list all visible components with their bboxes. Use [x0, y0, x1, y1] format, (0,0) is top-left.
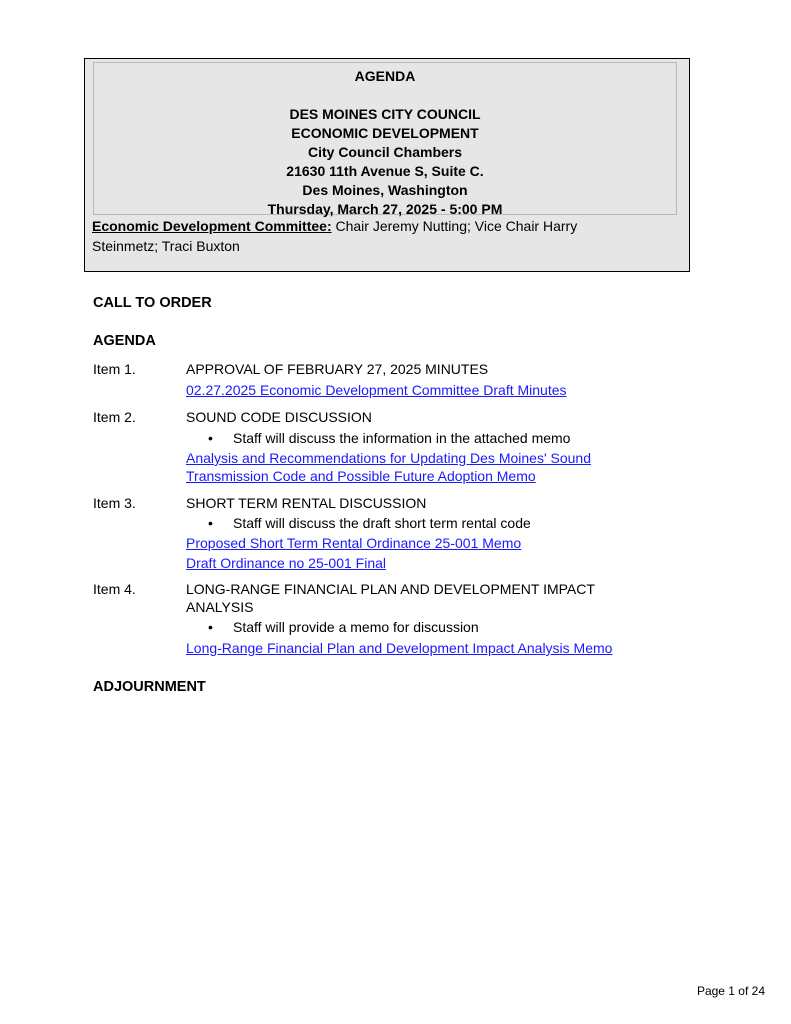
item-4-label: Item 4. — [93, 581, 136, 597]
item-3-label: Item 3. — [93, 495, 136, 511]
agenda-heading: AGENDA — [93, 333, 156, 349]
council-name: DES MOINES CITY COUNCIL — [289, 106, 481, 122]
agenda-title: AGENDA — [354, 68, 416, 84]
city: Des Moines, Washington — [302, 182, 468, 198]
item-4-bullet-text: Staff will provide a memo for discussion — [233, 619, 479, 635]
committee-members — [92, 216, 652, 256]
item-1-label: Item 1. — [93, 361, 136, 377]
venue: City Council Chambers — [307, 144, 463, 160]
item-2-memo-link-line1[interactable]: Analysis and Recommendations for Updating Des Moines' Sound — [186, 450, 592, 466]
item-1-minutes-link[interactable]: 02.27.2025 Economic Development Committee Draft Minutes — [186, 382, 567, 398]
item-2-label: Item 2. — [93, 409, 136, 425]
item-2-bullet-text: Staff will discuss the information in the attached memo — [233, 430, 571, 446]
meeting-datetime: Thursday, March 27, 2025 - 5:00 PM — [267, 201, 503, 217]
item-4-memo-link[interactable]: Long-Range Financial Plan and Development Impact Analysis Memo — [186, 640, 613, 656]
item-4-bullet-icon: • — [208, 619, 213, 635]
call-to-order-heading: CALL TO ORDER — [93, 295, 212, 311]
item-3-ordinance-link[interactable]: Draft Ordinance no 25-001 Final — [186, 555, 386, 571]
page-number: Page 1 of 24 — [696, 984, 765, 998]
item-4-title-line1: LONG-RANGE FINANCIAL PLAN AND DEVELOPMENT IMPACT — [186, 581, 595, 597]
item-3-title: SHORT TERM RENTAL DISCUSSION — [186, 495, 427, 511]
item-3-bullet-icon: • — [208, 515, 213, 531]
item-3-bullet-text: Staff will discuss the draft short term rental code — [233, 515, 531, 531]
item-2-title: SOUND CODE DISCUSSION — [186, 409, 372, 425]
header-title-block — [93, 62, 677, 215]
address: 21630 11th Avenue S, Suite C. — [286, 163, 484, 179]
item-2-bullet-icon: • — [208, 430, 213, 446]
item-3-memo-link[interactable]: Proposed Short Term Rental Ordinance 25-001 Memo — [186, 535, 522, 551]
item-4-title-line2: ANALYSIS — [186, 599, 254, 615]
item-2-memo-link-line2[interactable]: Transmission Code and Possible Future Adoption Memo — [186, 468, 536, 484]
committee-members-label: Economic Development Committee: — [92, 218, 332, 234]
committee-members-line2: Steinmetz; Traci Buxton — [92, 238, 240, 254]
committee-members-line1: Chair Jeremy Nutting; Vice Chair Harry — [331, 218, 578, 234]
adjournment-heading: ADJOURNMENT — [93, 679, 206, 695]
agenda-header-box — [84, 58, 690, 272]
item-1-title: APPROVAL OF FEBRUARY 27, 2025 MINUTES — [186, 361, 489, 377]
committee-name: ECONOMIC DEVELOPMENT — [291, 125, 479, 141]
